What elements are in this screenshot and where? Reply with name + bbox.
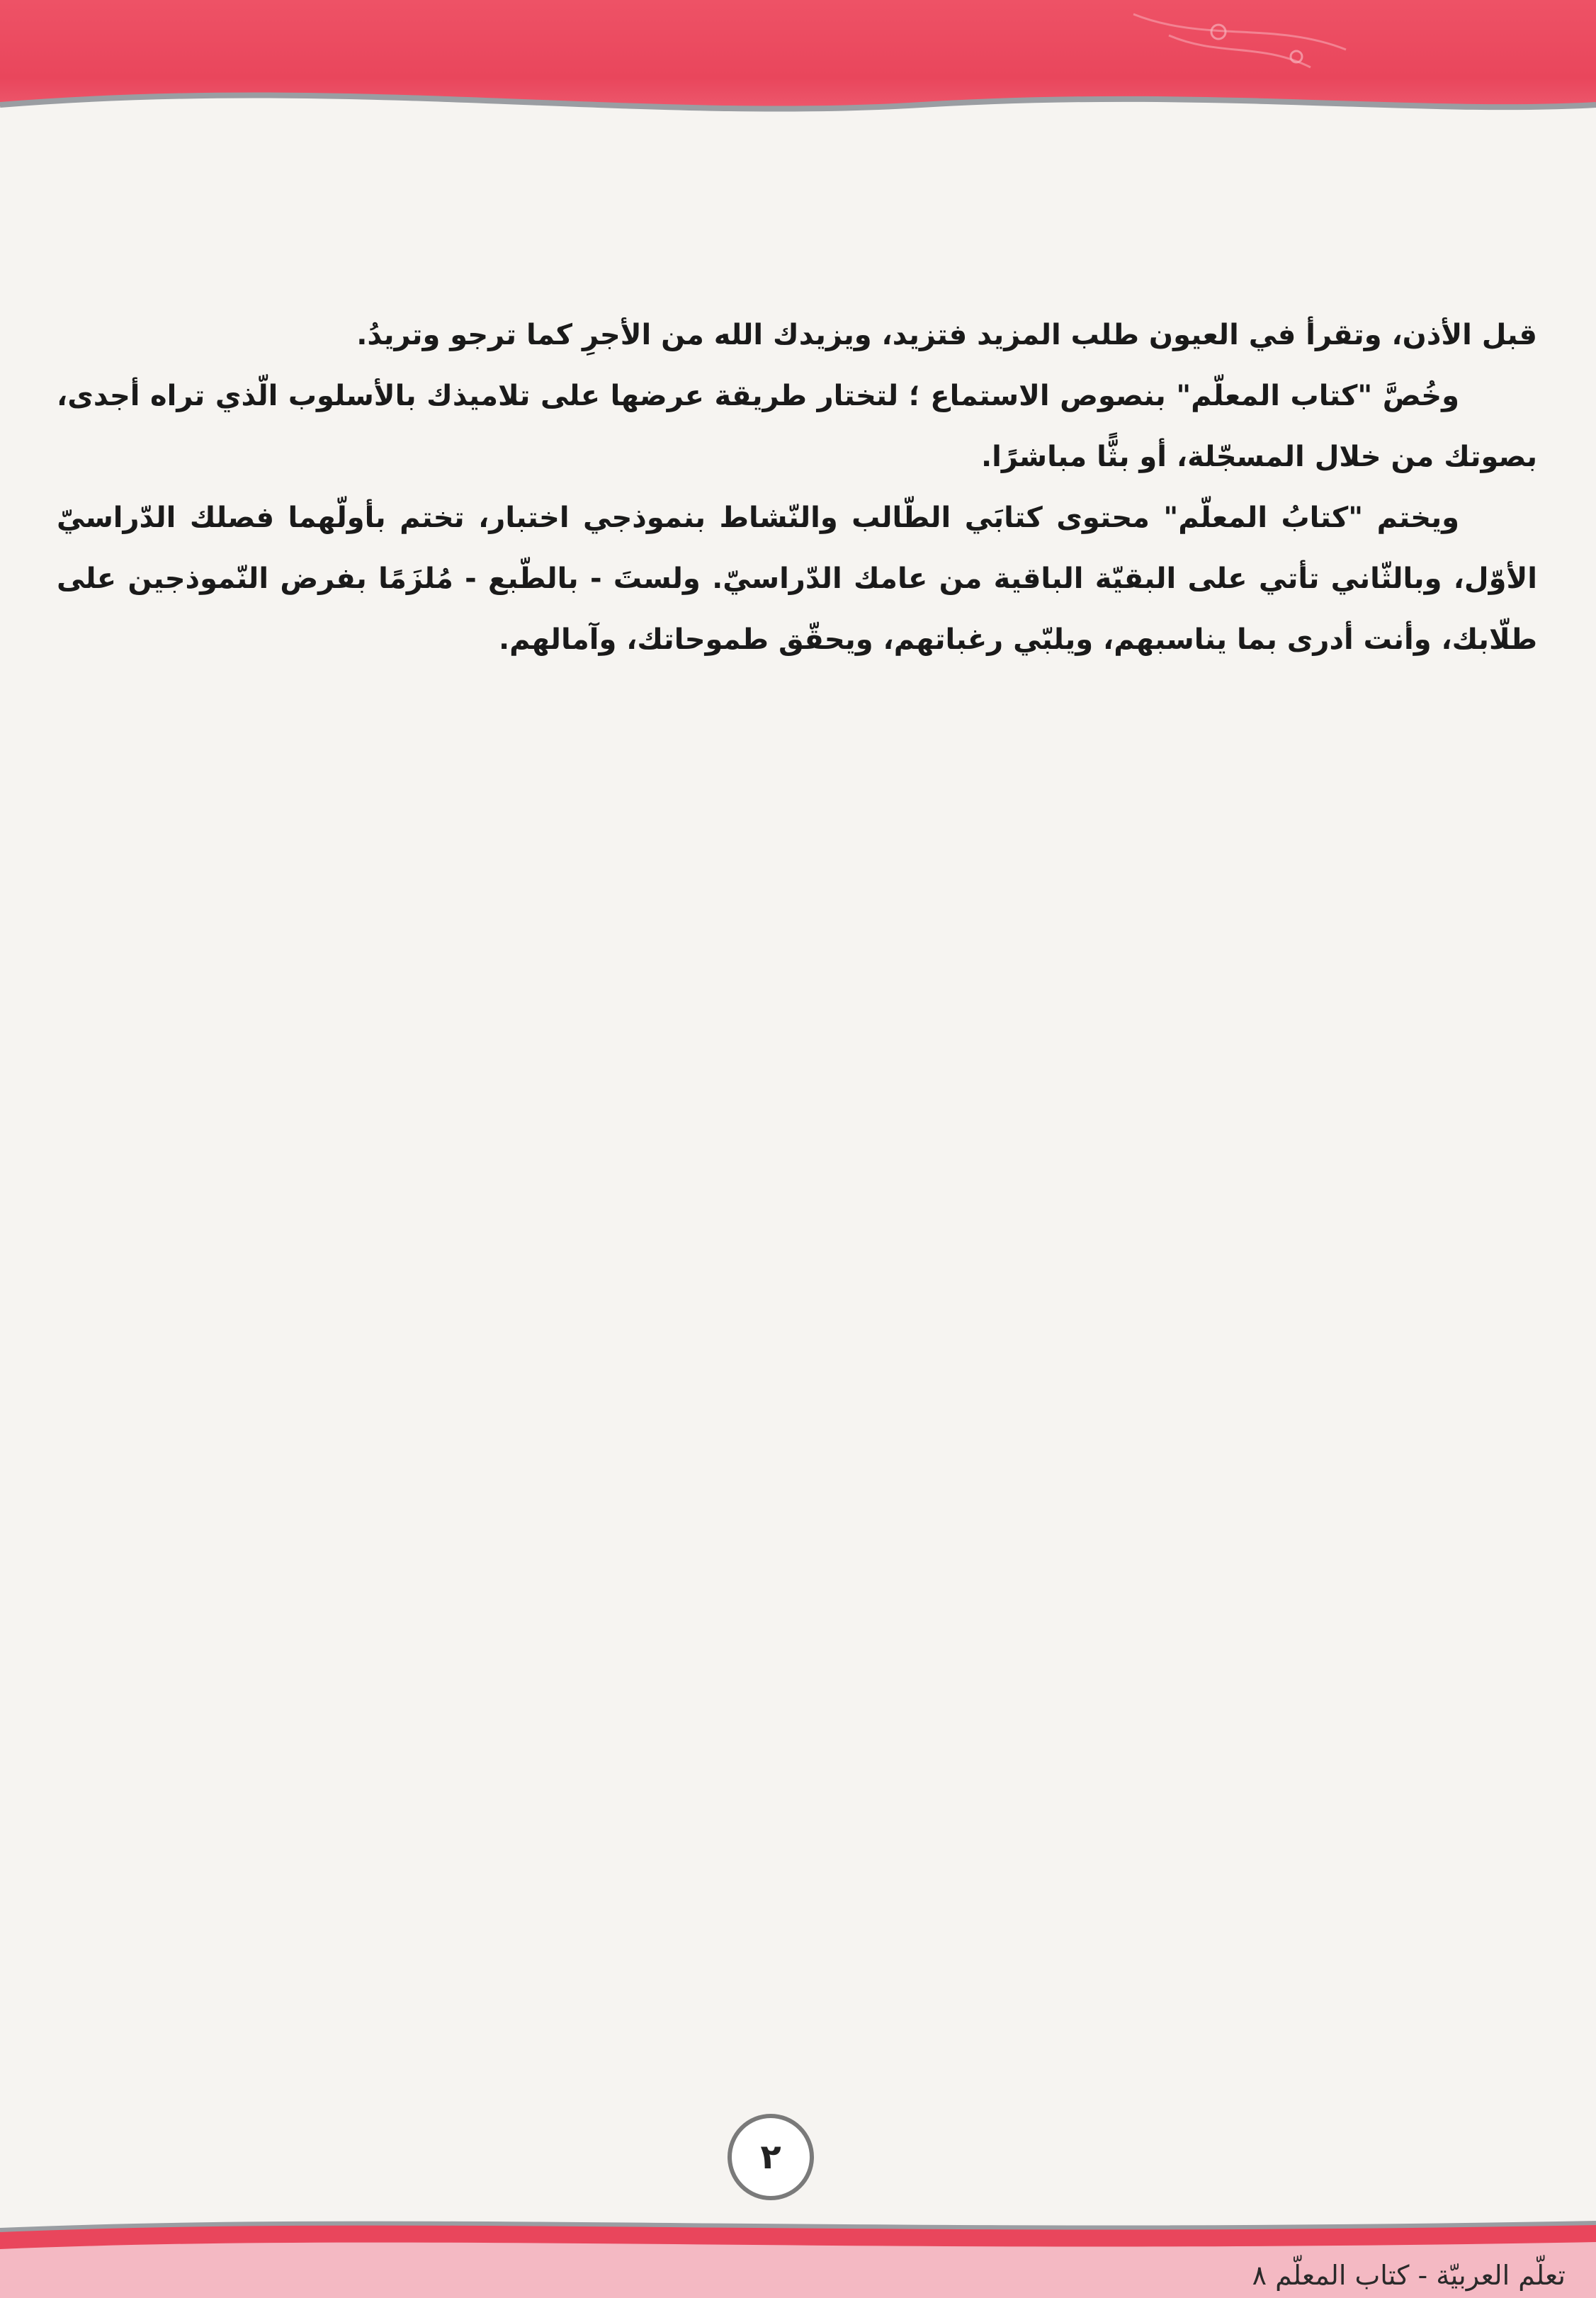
- footer-book-title: تعلّم العربيّة - كتاب المعلّم ٨: [1252, 2260, 1566, 2291]
- paragraph-2: وخُصَّ "كتاب المعلّم" بنصوص الاستماع ؛ لتختار طريقة عرضها على تلاميذك بالأسلوب الّذي تراه أجدى، بصوتك من خلال المسجّلة، أو بثًّا مباشرًا.: [57, 380, 1537, 473]
- paragraph-3: ويختم "كتابُ المعلّم" محتوى كتابَي الطّالب والنّشاط بنموذجي اختبار، تختم بأولّهما فصلك الدّراسيّ الأوّل، وبالثّاني تأتي على البقيّة الباقية من عامك الدّراسيّ. ولستَ - بالطّبع - مُلزَمًا بفرض النّموذجين على طلّابك، وأنت أدرى بما يناسبهم، ويلبّي رغباتهم، ويحقّق طموحاتك، وآمالهم.: [57, 502, 1537, 656]
- header-wave-decoration: [0, 0, 1596, 163]
- page-number: ٢: [728, 2114, 814, 2200]
- main-text: [57, 305, 1537, 670]
- paragraph-1: قبل الأذن، وتقرأ في العيون طلب المزيد فتزيد، ويزيدك الله من الأجرِ كما ترجو وتريدُ.: [356, 319, 1537, 351]
